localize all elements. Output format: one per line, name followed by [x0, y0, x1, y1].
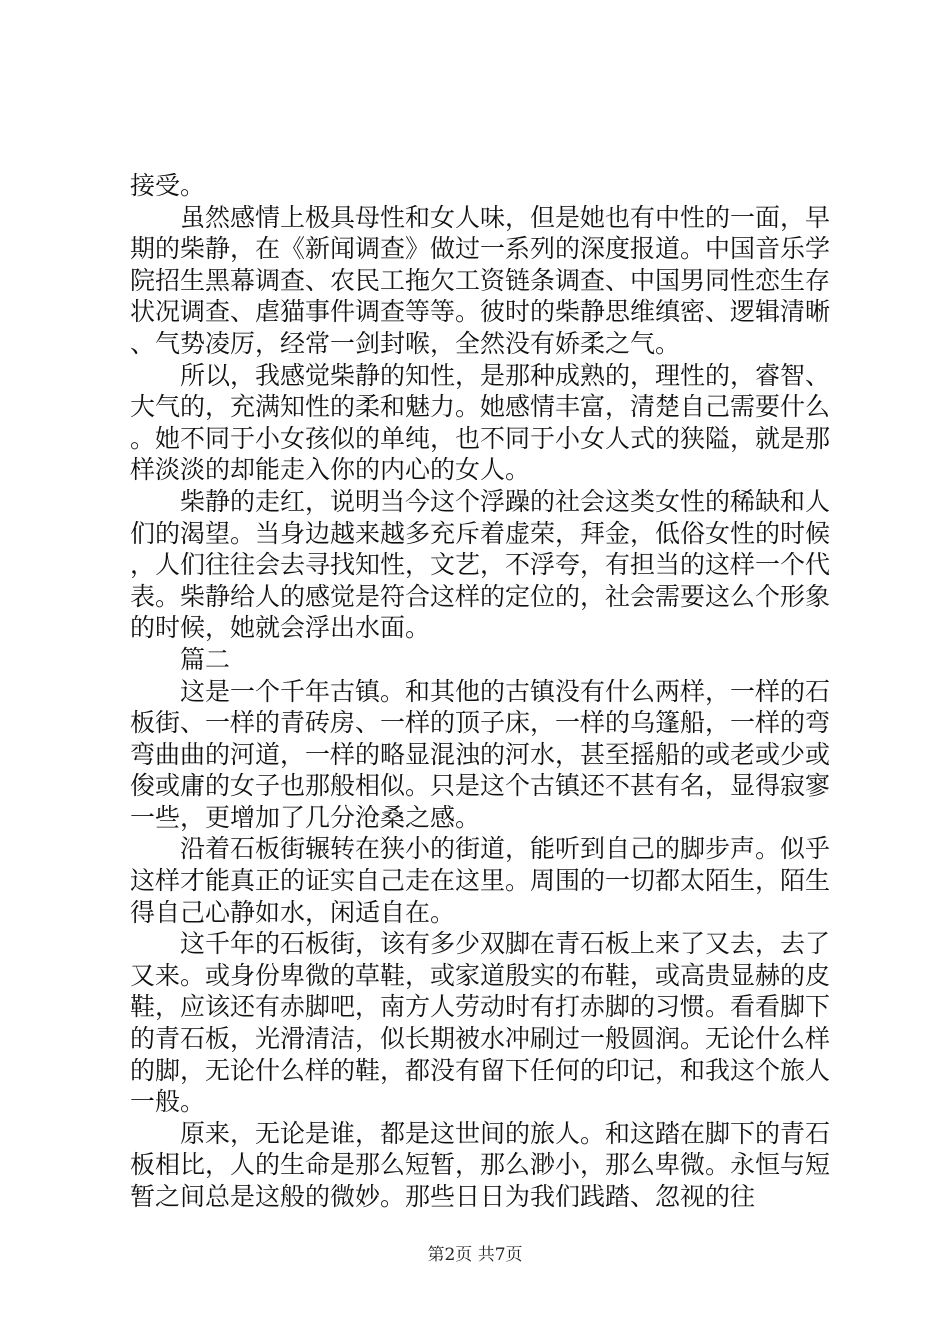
paragraph: 沿着石板街辗转在狭小的街道，能听到自己的脚步声。似乎这样才能真正的证实自己走在这里。周围的一切都太陌生，陌生得自己心静如水，闲适自在。 — [130, 834, 831, 927]
paragraph: 接受。 — [130, 171, 206, 200]
paragraph: 柴静的走红，说明当今这个浮躁的社会这类女性的稀缺和人们的渴望。当身边越来越多充斥着虚荣，拜金，低俗女性的时候，人们往往会去寻找知性，文艺，不浮夸，有担当的这样一个代表。柴静给人的感觉是符合这样的定位的，社会需要这么个形象的时候，她就会浮出水面。 — [130, 486, 831, 643]
paragraph: 虽然感情上极具母性和女人味，但是她也有中性的一面，早期的柴静，在《新闻调查》做过一系列的深度报道。中国音乐学院招生黑幕调查、农民工拖欠工资链条调查、中国男同性恋生存状况调查、虐猫事件调查等等。彼时的柴静思维缜密、逻辑清晰、气势凌厉，经常一剑封喉，全然没有娇柔之气。 — [130, 202, 831, 358]
section-heading: 篇二 — [180, 644, 231, 674]
paragraph: 这千年的石板街，该有多少双脚在青石板上来了又去，去了又来。或身份卑微的草鞋，或家道殷实的布鞋，或高贵显赫的皮鞋，应该还有赤脚吧，南方人劳动时有打赤脚的习惯。看看脚下的青石板，光滑清洁，似长期被水冲刷过一般圆润。无论什么样的脚，无论什么样的鞋，都没有留下任何的印记，和我这个旅人一般。 — [130, 929, 831, 1117]
paragraph: 所以，我感觉柴静的知性，是那种成熟的，理性的，睿智、大气的，充满知性的柔和魅力。她感情丰富，清楚自己需要什么。她不同于小女孩似的单纯，也不同于小女人式的狭隘，就是那样淡淡的却能走入你的内心的女人。 — [130, 360, 831, 485]
document-body — [130, 170, 830, 1213]
page-number-footer: 第2页 共7页 — [427, 1245, 523, 1265]
paragraph: 原来，无论是谁，都是这世间的旅人。和这踏在脚下的青石板相比，人的生命是那么短暂，那么渺小，那么卑微。永恒与短暂之间总是这般的微妙。那些日日为我们践踏、忽视的往 — [130, 1118, 831, 1211]
paragraph: 这是一个千年古镇。和其他的古镇没有什么两样，一样的石板街、一样的青砖房、一样的顶子床，一样的乌篷船，一样的弯弯曲曲的河道，一样的略显混浊的河水，甚至摇船的或老或少或俊或庸的女子也那般相似。只是这个古镇还不甚有名，显得寂寥一些，更增加了几分沧桑之感。 — [130, 676, 831, 832]
